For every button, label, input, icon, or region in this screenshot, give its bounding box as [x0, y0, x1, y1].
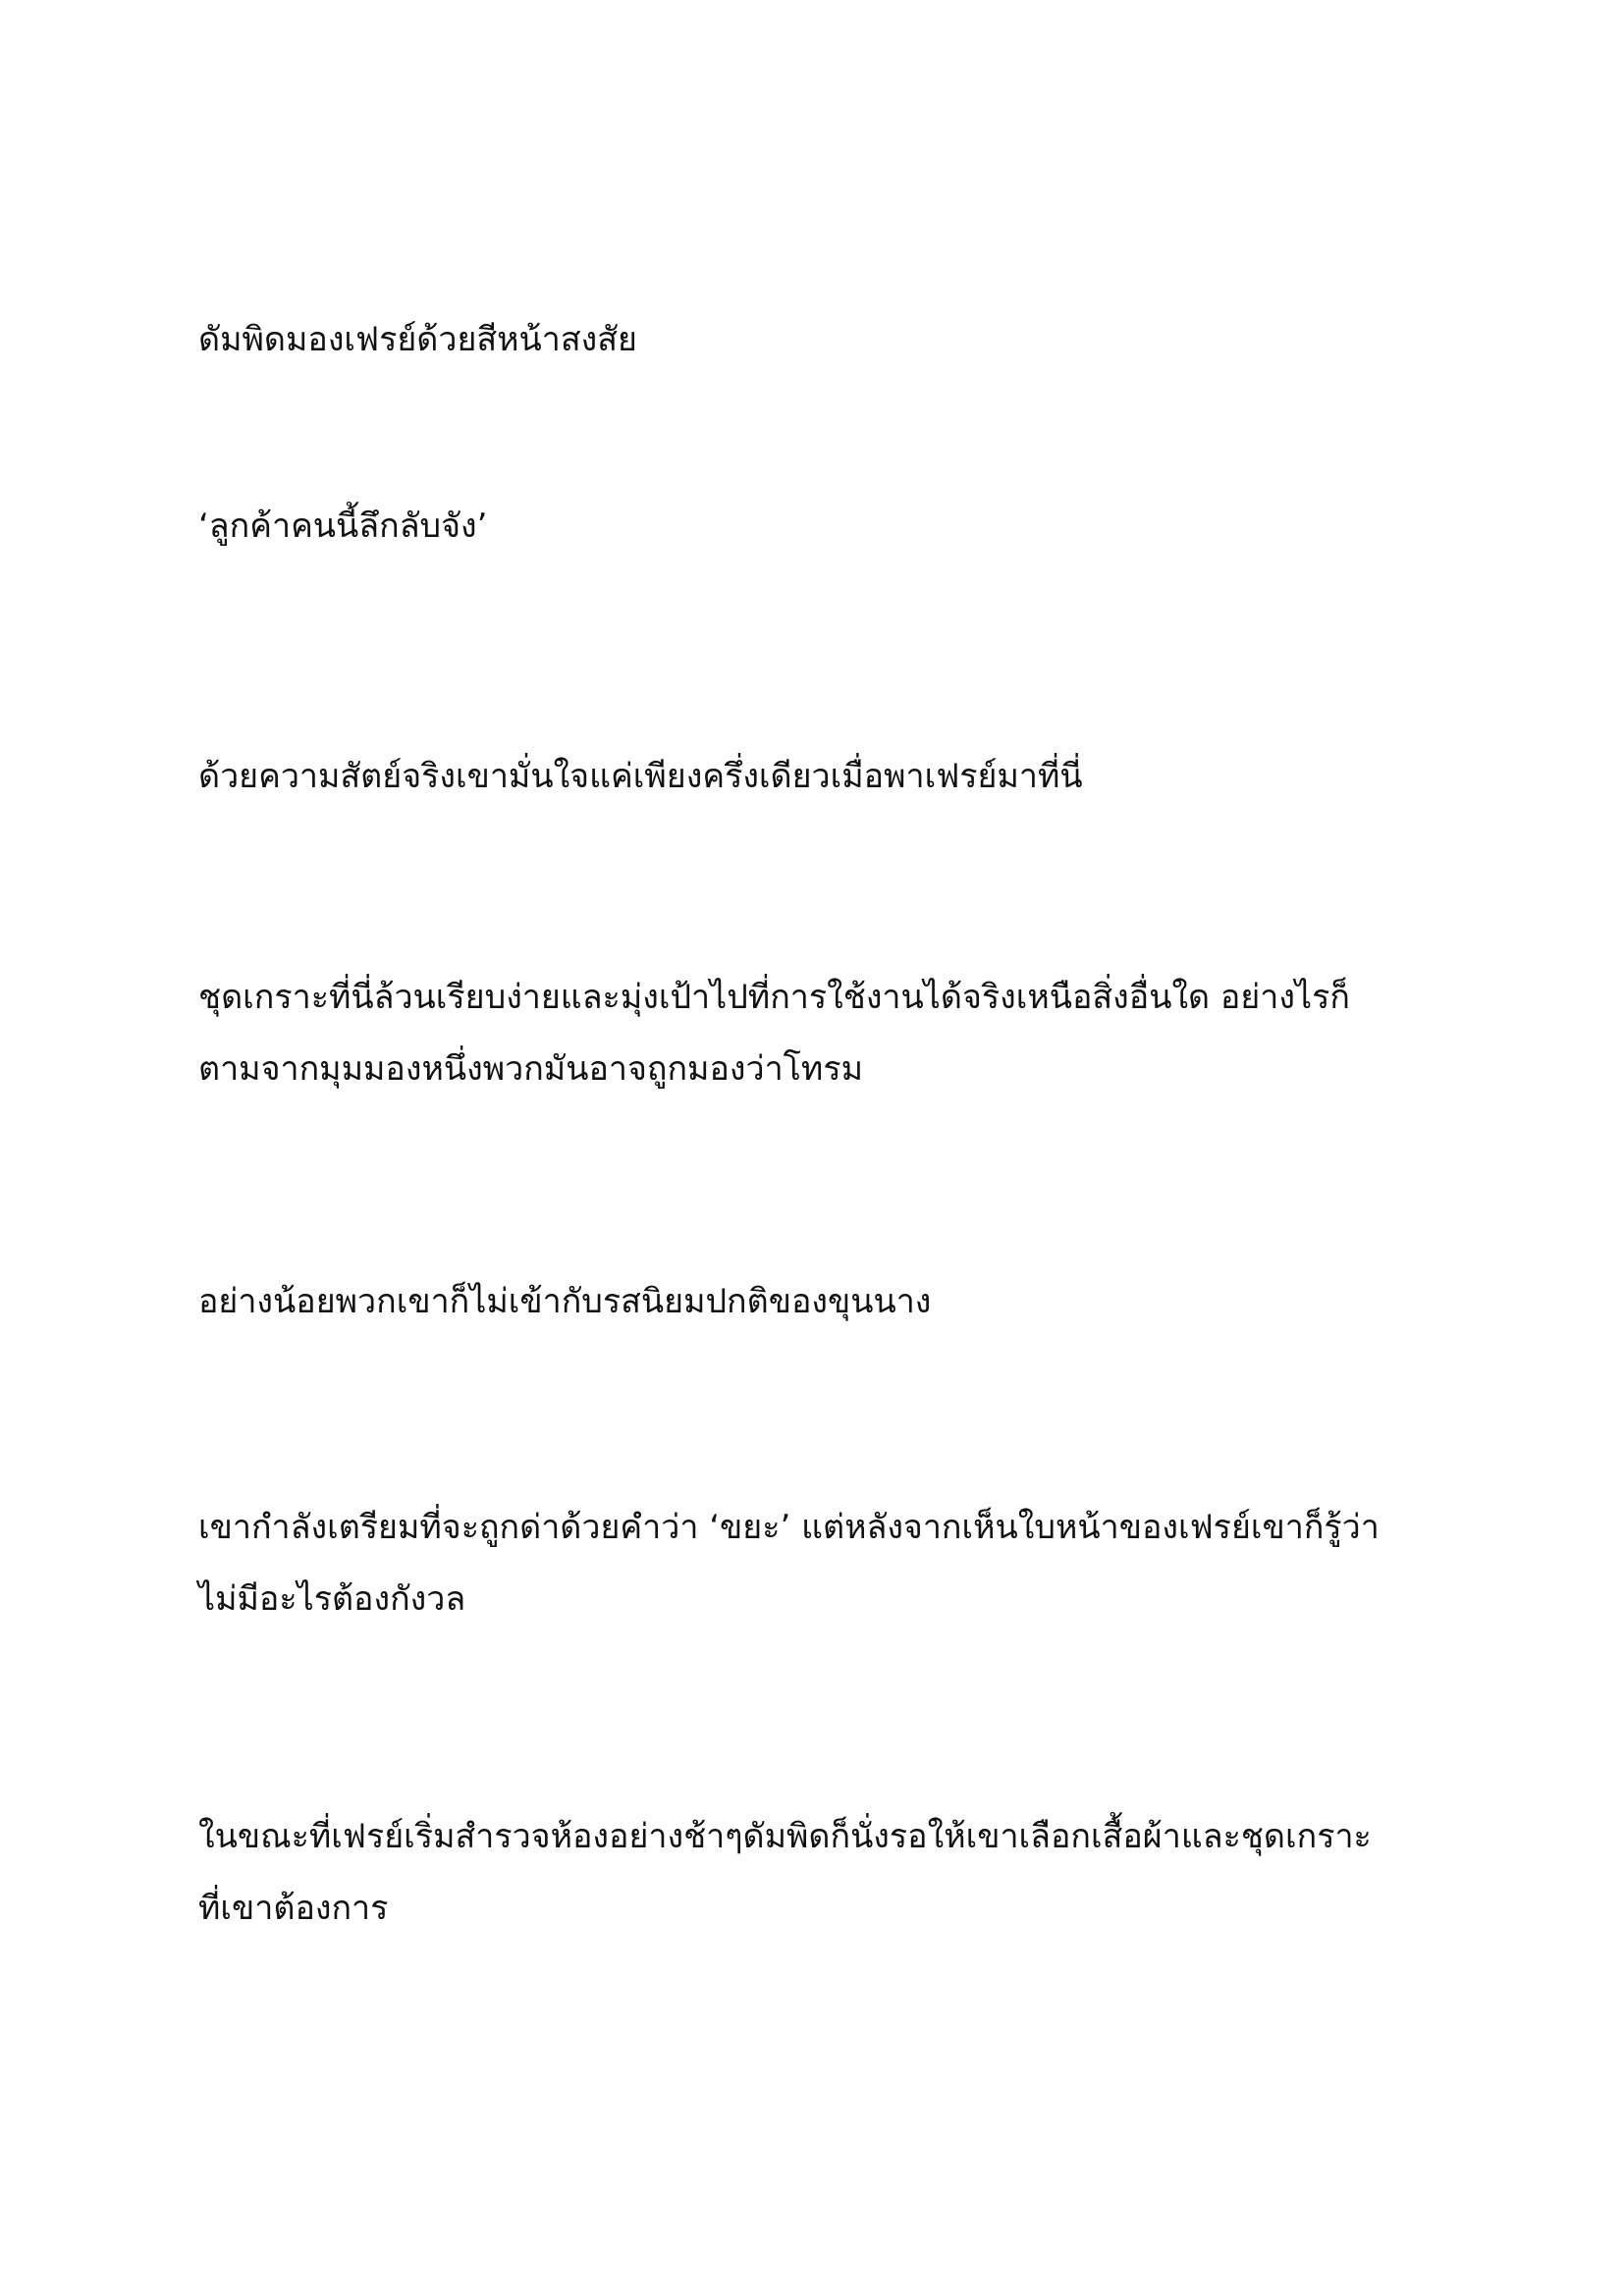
paragraph-7 [198, 1801, 1435, 1945]
paragraph-line: อย่างน้อยพวกเขาก็ไม่เข้ากับรสนิยมปกติของขุนนาง [198, 1282, 932, 1321]
paragraph-line: ตามจากมุมมองหนึ่งพวกมันอาจถูกมองว่าโทรม [198, 1049, 864, 1089]
paragraph-line: ด้วยความสัตย์จริงเขามั่นใจแค่เพียงครึ่งเดียวเมื่อพาเฟรย์มาที่นี่ [198, 757, 1083, 796]
paragraph-line: ดัมพิดมองเฟรย์ด้วยสีหน้าสงสัย [198, 320, 637, 359]
paragraph-line: ชุดเกราะที่นี่ล้วนเรียบง่ายและมุ่งเป้าไปที่การใช้งานได้จริงเหนือสิ่งอื่นใด อย่างไรก็ [198, 978, 1350, 1017]
paragraph-5 [198, 1266, 1435, 1338]
paragraph-line: ในขณะที่เฟรย์เริ่มสำรวจห้องอย่างช้าๆดัมพิดก็นั่งรอให้เขาเลือกเสื้อผ้าและชุดเกราะ [198, 1817, 1372, 1856]
paragraph-line: ‘ลูกค้าคนนี้ลึกลับจัง’ [198, 507, 488, 546]
paragraph-6 [198, 1492, 1435, 1635]
paragraph-line: ที่เขาต้องการ [198, 1889, 389, 1928]
paragraph-3 [198, 741, 1435, 813]
paragraph-4 [198, 962, 1435, 1105]
paragraph-line: ไม่มีอะไรต้องกังวล [198, 1579, 466, 1619]
paragraph-1 [198, 304, 1435, 376]
paragraph-line: เขากำลังเตรียมที่จะถูกด่าด้วยคำว่า ‘ขยะ’ แต่หลังจากเห็นใบหน้าของเฟรย์เขาก็รู้ว่า [198, 1508, 1380, 1547]
paragraph-2 [198, 491, 1435, 562]
